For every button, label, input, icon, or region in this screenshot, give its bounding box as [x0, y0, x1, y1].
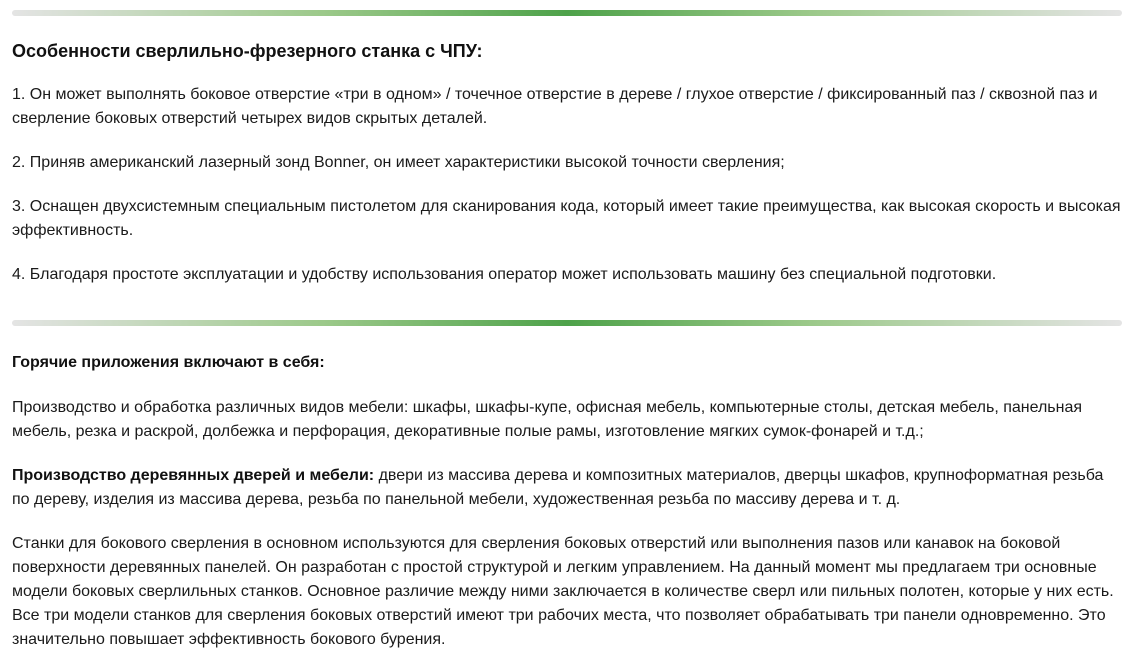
- applications-section: [12, 352, 1122, 652]
- feature-item-2: 2. Приняв американский лазерный зонд Bonner, он имеет характеристики высокой точности сверления;: [12, 154, 785, 171]
- feature-item-1: 1. Он может выполнять боковое отверстие «три в одном» / точечное отверстие в дереве / глухое отверстие / фиксированный паз / сквозной паз и сверление боковых отверстий четырех видов скрытых деталей.: [12, 86, 1098, 127]
- wooden-doors-lead: Производство деревянных дверей и мебели:: [12, 467, 375, 484]
- features-heading: Особенности сверлильно-фрезерного станка с ЧПУ:: [12, 41, 483, 61]
- furniture-production-paragraph: Производство и обработка различных видов мебели: шкафы, шкафы-купе, офисная мебель, компьютерные столы, детская мебель, панельная мебель, резка и раскрой, долбежка и перфорация, декоративные полые рамы, изготовление мягких сумок-фонарей и т.д.;: [12, 399, 1083, 440]
- applications-heading: Горячие приложения включают в себя:: [12, 354, 325, 371]
- features-section: [12, 40, 1122, 287]
- side-drilling-paragraph: Станки для бокового сверления в основном используются для сверления боковых отверстий или выполнения пазов или канавок на боковой поверхности деревянных панелей. Он разработан с простой структурой и легким управлением. На данный момент мы предлагаем три основные модели боковых сверлильных станков. Основное различие между ними заключается в количестве сверл или пильных полотен, которые у них есть. Все три модели станков для сверления боковых отверстий имеют три рабочих места, что позволяет обрабатывать три панели одновременно. Это значительно повышает эффективность бокового бурения.: [12, 535, 1114, 648]
- wooden-doors-text: двери из массива дерева и композитных материалов, дверцы шкафов, крупноформатная резьба по дереву, изделия из массива дерева, резьба по панельной мебели, художественная резьба по массиву дерева и т. д.: [12, 467, 1104, 508]
- section-divider-top: [12, 10, 1122, 16]
- wooden-doors-paragraph: [12, 464, 1122, 512]
- article-content: [12, 0, 1122, 652]
- feature-item-3: 3. Оснащен двухсистемным специальным пистолетом для сканирования кода, который имеет такие преимущества, как высокая скорость и высокая эффективность.: [12, 198, 1121, 239]
- section-divider-middle: [12, 320, 1122, 326]
- feature-item-4: 4. Благодаря простоте эксплуатации и удобству использования оператор может использовать машину без специальной подготовки.: [12, 266, 997, 283]
